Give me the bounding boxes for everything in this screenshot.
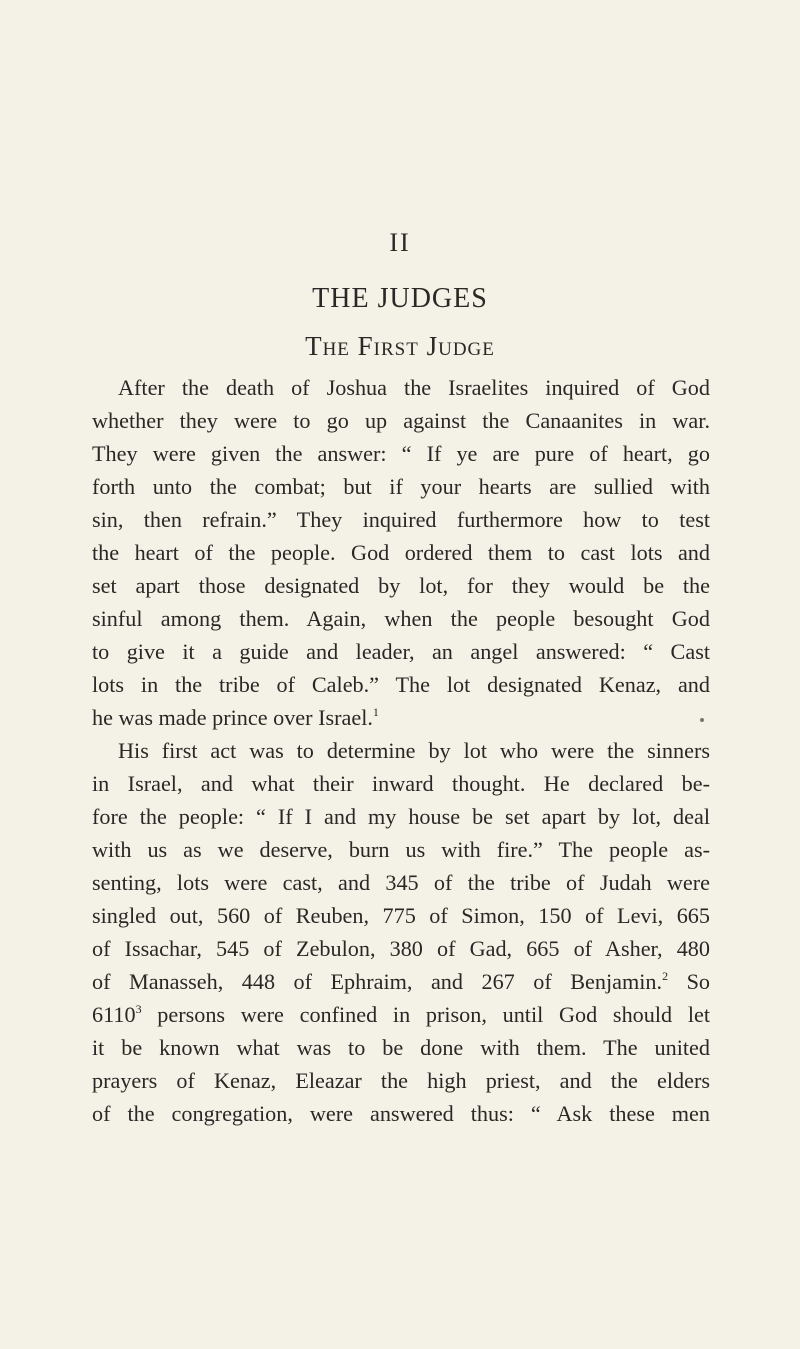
footnote-ref: 1 [372, 705, 379, 719]
text-line: singled out, 560 of Reuben, 775 of Simon, 150 of Levi, 665 [92, 903, 710, 928]
text-line: sinful among them. Again, when the people besought God [92, 606, 710, 631]
text-line [92, 967, 710, 997]
line-text: of Manasseh, 448 of Ephraim, and 267 of Benjamin. [92, 969, 663, 994]
line-text: So [686, 969, 710, 994]
paper-speck [700, 718, 704, 722]
text-line: of Issachar, 545 of Zebulon, 380 of Gad, 665 of Asher, 480 [92, 936, 710, 961]
text-line: it be known what was to be done with them. The united [92, 1035, 710, 1060]
text-line: They were given the answer: “ If ye are pure of heart, go [92, 441, 710, 466]
text-line: with us as we deserve, burn us with fire.” The people as- [92, 837, 710, 862]
line-text: he was made prince over Israel. [92, 705, 373, 730]
text-line: prayers of Kenaz, Eleazar the high priest, and the elders [92, 1068, 710, 1093]
chapter-number: II [389, 228, 411, 257]
text-line: After the death of Joshua the Israelites inquired of God [118, 375, 710, 400]
text-line: set apart those designated by lot, for they would be the [92, 573, 710, 598]
footnote-ref: 3 [135, 1002, 142, 1016]
footnote-ref: 2 [662, 969, 669, 983]
text-line [92, 703, 710, 733]
line-text: persons were confined in prison, until God should let [157, 1002, 710, 1027]
text-line: of the congregation, were answered thus: “ Ask these men [92, 1101, 710, 1126]
text-line [92, 1000, 710, 1030]
text-line: senting, lots were cast, and 345 of the tribe of Judah were [92, 870, 710, 895]
text-line: His first act was to determine by lot who were the sinners [118, 738, 710, 763]
text-line: forth unto the combat; but if your hearts are sullied with [92, 474, 710, 499]
text-line: to give it a guide and leader, an angel answered: “ Cast [92, 639, 710, 664]
line-text: 6110 [92, 1002, 136, 1027]
text-line: sin, then refrain.” They inquired furthermore how to test [92, 507, 710, 532]
chapter-title: THE JUDGES [312, 283, 488, 314]
text-line: fore the people: “ If I and my house be set apart by lot, deal [92, 804, 710, 829]
text-line: in Israel, and what their inward thought. He declared be- [92, 771, 710, 796]
section-title: The First Judge [305, 331, 495, 361]
text-line: whether they were to go up against the Canaanites in war. [92, 408, 710, 433]
text-line: lots in the tribe of Caleb.” The lot designated Kenaz, and [92, 672, 710, 697]
text-line: the heart of the people. God ordered them to cast lots and [92, 540, 710, 565]
